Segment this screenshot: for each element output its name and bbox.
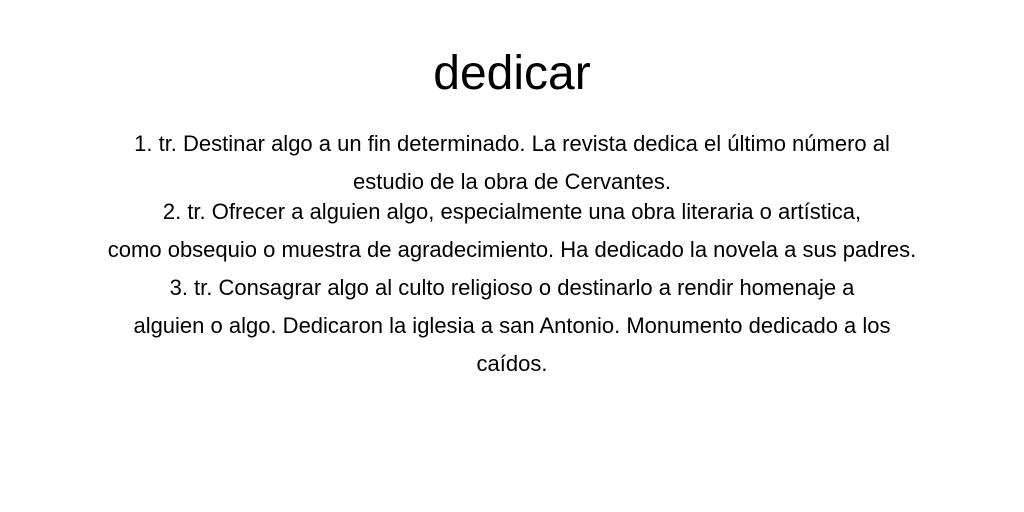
- definition-sense-1: [0, 125, 1024, 201]
- definition-line: estudio de la obra de Cervantes.: [353, 169, 671, 194]
- definition-line: 3. tr. Consagrar algo al culto religioso o destinarlo a rendir homenaje a: [169, 275, 855, 300]
- definition-sense-2: [0, 193, 1024, 269]
- definition-line: 2. tr. Ofrecer a alguien algo, especialmente una obra literaria o artística,: [162, 199, 862, 224]
- entry-headword: dedicar: [433, 47, 591, 100]
- definition-sense-3: [0, 269, 1024, 383]
- definition-line: caídos.: [476, 351, 548, 376]
- definition-list: [0, 125, 1024, 383]
- definition-line: como obsequio o muestra de agradecimiento. Ha dedicado la novela a sus padres.: [107, 237, 917, 262]
- definition-line: alguien o algo. Dedicaron la iglesia a san Antonio. Monumento dedicado a los: [133, 313, 891, 338]
- definition-line: 1. tr. Destinar algo a un fin determinado. La revista dedica el último número al: [134, 131, 890, 156]
